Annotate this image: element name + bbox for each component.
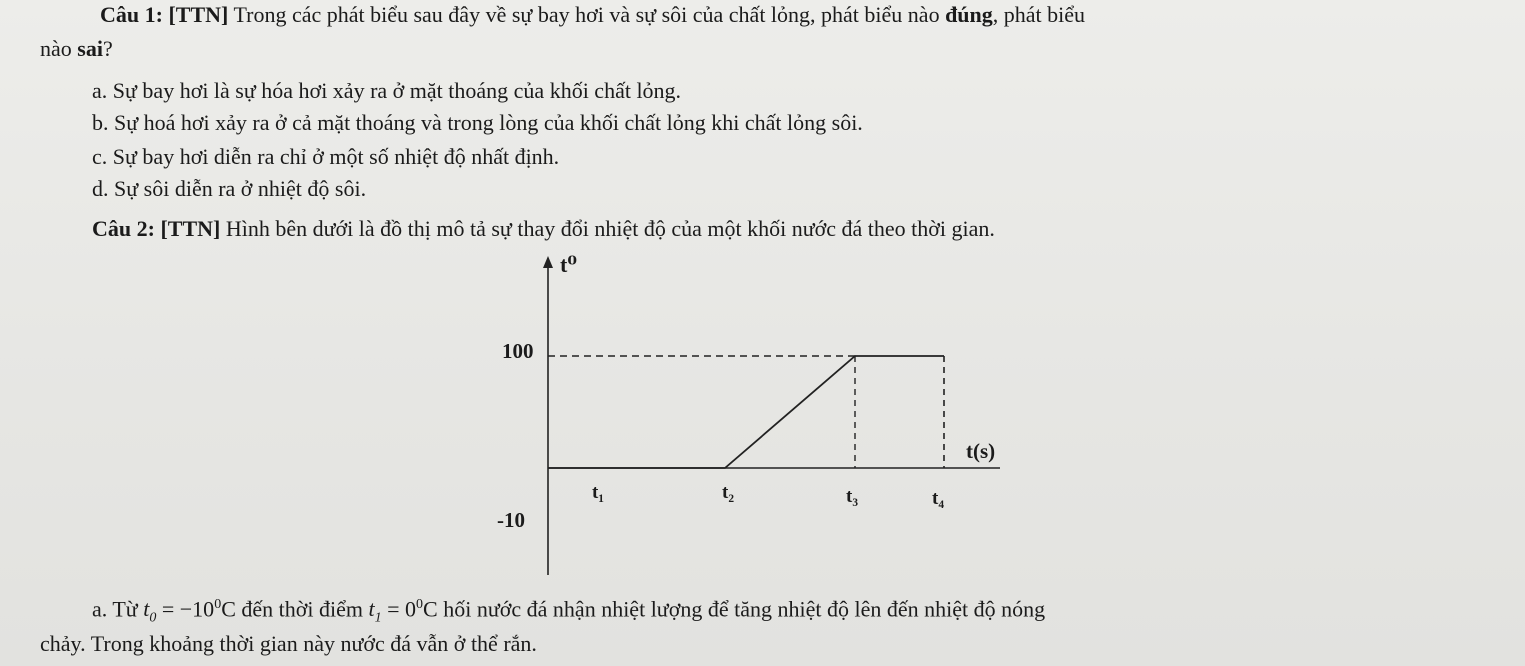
question-1-line2-prefix: nào <box>40 36 78 61</box>
question-2-label: Câu 2: [TTN] <box>92 216 221 241</box>
part-a-mid: đến thời điểm <box>235 596 369 622</box>
question-1-option-b: b. Sự hoá hơi xảy ra ở cả mặt thoáng và trong lòng của khối chất lỏng khi chất lỏng sôi. <box>92 110 863 135</box>
question-2-text: Hình bên dưới là đồ thị mô tả sự thay đổi nhiệt độ của một khối nước đá theo thời gian. <box>220 216 995 241</box>
t1-degree: 0 <box>416 597 424 612</box>
question-2-part-a-line-1 <box>92 592 1045 632</box>
t1-subscript: 1 <box>374 610 382 626</box>
y-axis-label: t⁰ <box>560 252 577 277</box>
question-1-option-a: a. Sự bay hơi là sự hóa hơi xảy ra ở mặt thoáng của khối chất lỏng. <box>92 78 682 103</box>
t1-letter: t <box>368 596 375 622</box>
t1-symbol <box>368 596 382 626</box>
question-1-wrong-word: sai <box>77 36 103 61</box>
x-tick-label-t3: t₃ <box>846 486 859 507</box>
y-axis-arrow-icon <box>543 256 553 268</box>
t0-symbol <box>143 596 157 626</box>
x-tick-label-t2: t₂ <box>722 482 735 503</box>
question-1-label: Câu 1: [TTN] <box>100 2 229 27</box>
t1-unit: C <box>423 596 438 622</box>
y-tick-label-minus-10: -10 <box>497 508 525 532</box>
part-a-prefix: a. Từ <box>92 596 144 622</box>
question-1-text: Trong các phát biểu sau đây về sự bay hơi và sự sôi của chất lỏng, phát biểu nào <box>228 2 946 27</box>
x-tick-label-t1: t₁ <box>592 482 605 503</box>
t1-equation: = 0 <box>381 596 417 622</box>
question-1-option-c: c. Sự bay hơi diễn ra chỉ ở một số nhiệt độ nhất định. <box>92 144 560 169</box>
x-tick-label-t4: t₄ <box>932 488 945 509</box>
chart-marks <box>548 356 944 468</box>
t0-letter: t <box>143 596 150 622</box>
part-a-suffix: hối nước đá nhận nhiệt lượng để tăng nhiệt độ lên đến nhiệt độ nóng <box>437 596 1046 622</box>
t0-unit: C <box>221 596 236 622</box>
question-1-line2-suffix: ? <box>102 36 113 61</box>
question-2-part-a-line-2: chảy. Trong khoảng thời gian này nước đá vẫn ở thể rắn. <box>40 631 537 656</box>
t0-subscript: 0 <box>149 610 157 626</box>
t0-degree: 0 <box>214 597 222 612</box>
question-1-text-mid: , phát biểu <box>992 2 1086 27</box>
question-1-option-d: d. Sự sôi diễn ra ở nhiệt độ sôi. <box>92 176 367 201</box>
t0-equation: = −10 <box>156 596 215 622</box>
x-axis-label: t(s) <box>966 439 996 463</box>
y-tick-label-100: 100 <box>502 339 534 363</box>
question-1-correct-word: đúng <box>945 2 993 27</box>
temperature-curve <box>548 356 944 468</box>
